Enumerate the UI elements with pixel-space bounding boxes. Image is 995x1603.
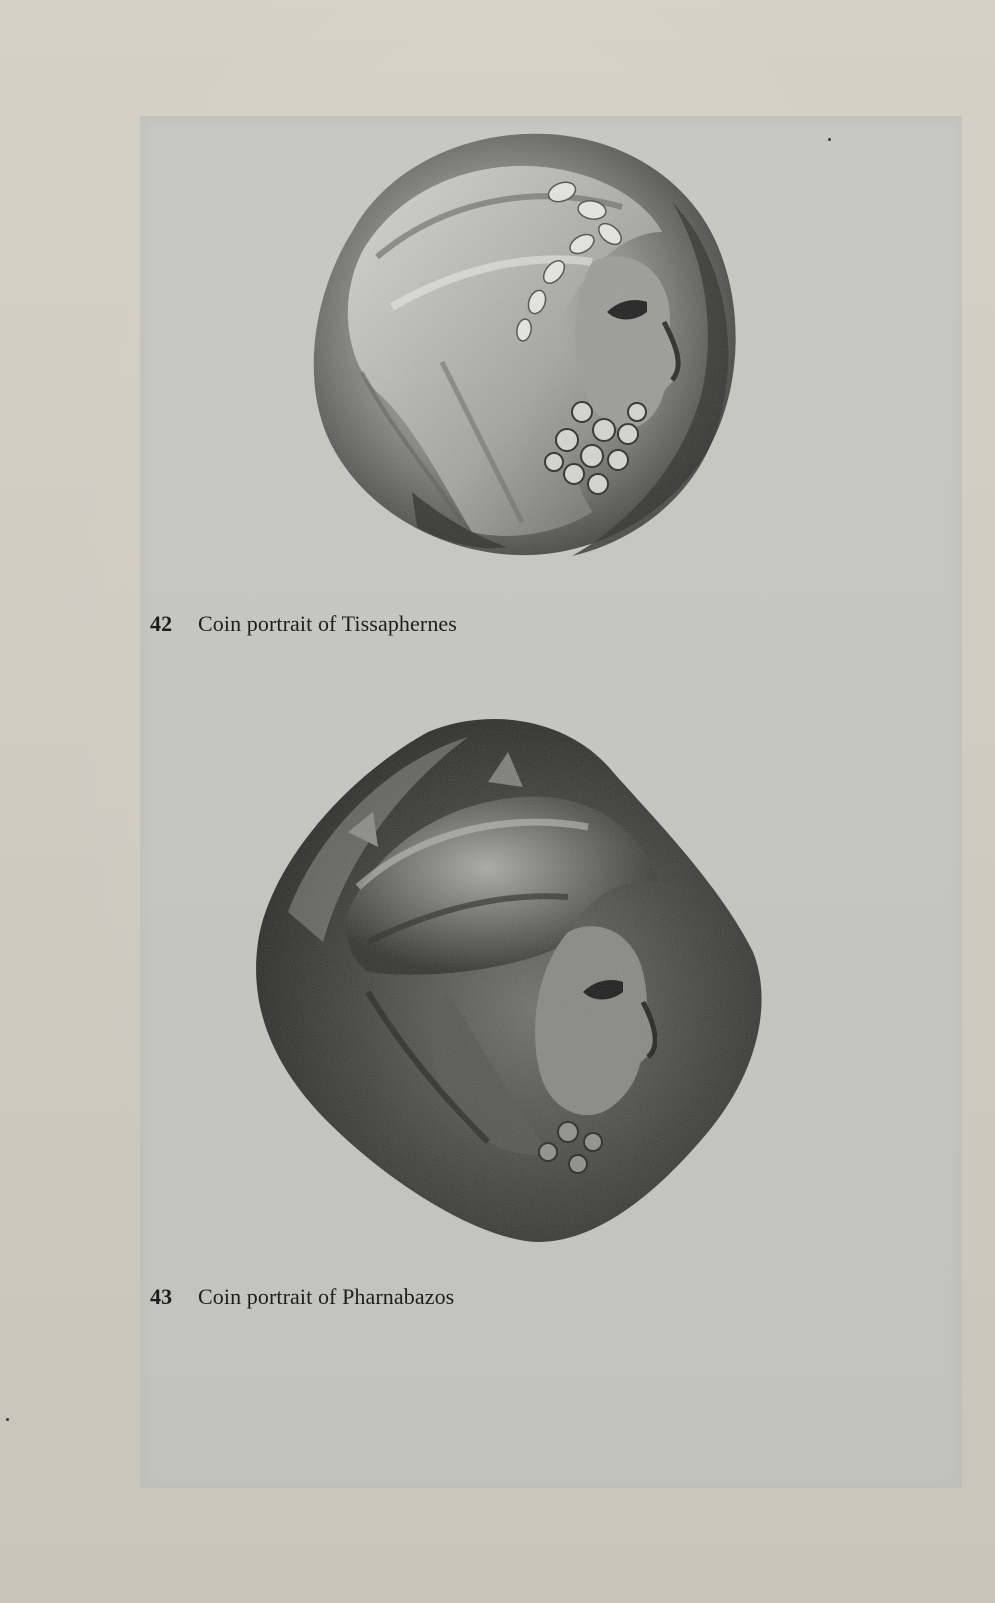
- tissaphernes-coin-image: [292, 122, 750, 564]
- figure-caption-42: [150, 611, 457, 637]
- page-speck: [6, 1418, 9, 1421]
- figure-number-43: 43: [150, 1284, 173, 1309]
- pharnabazos-coin-image: [248, 712, 770, 1246]
- page-speck: [828, 138, 831, 141]
- figure-number-42: 42: [150, 611, 173, 636]
- figure-caption-text-42: Coin portrait of Tissaphernes: [198, 611, 457, 636]
- figure-caption-text-43: Coin portrait of Pharnabazos: [198, 1284, 455, 1309]
- figure-caption-43: [150, 1284, 454, 1310]
